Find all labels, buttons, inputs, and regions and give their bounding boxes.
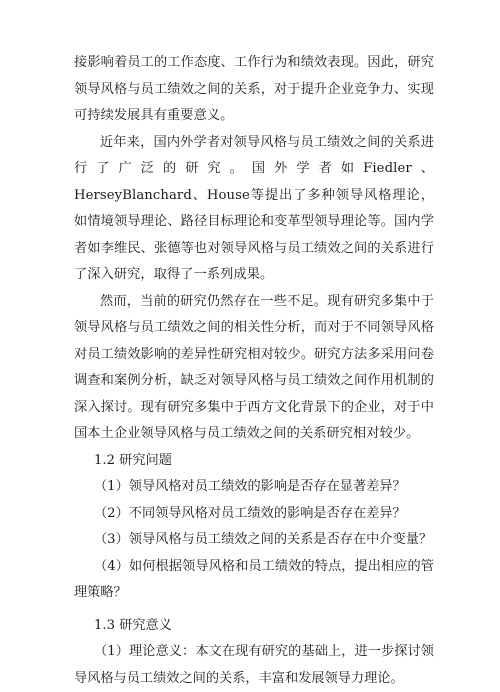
paragraph-research-gaps: 然而，当前的研究仍然存在一些不足。现有研究多集中于领导风格与员工绩效之间的相关性分析，而对于不同领导风格对员工绩效影响的差异性研究相对较少。研究方法多采用问卷调查和案例分析，缺乏对领导风格与员工绩效之间作用机制的深入探讨。现有研究多集中于西方文化背景下的企业，对于中国本土企业领导风格与员工绩效之间的关系研究相对较少。 [74, 293, 434, 441]
section-heading-research-questions: 1.2 研究问题 [94, 452, 172, 468]
research-question-3: （3）领导风格与员工绩效之间的关系是否存在中介变量？ [94, 532, 433, 547]
document-body [74, 50, 434, 692]
research-question-2: （2）不同领导风格对员工绩效的影响是否存在差异？ [94, 505, 406, 521]
research-question-4: （4）如何根据领导风格和员工绩效的特点，提出相应的管理策略？ [74, 558, 434, 600]
section-heading-research-significance: 1.3 研究意义 [94, 617, 172, 633]
paragraph-intro-continuation: 接影响着员工的工作态度、工作行为和绩效表现。因此，研究领导风格与员工绩效之间的关系，对于提升企业竞争力、实现可持续发展具有重要意义。 [74, 55, 434, 123]
research-question-1: （1）领导风格对员工绩效的影响是否存在显著差异？ [94, 479, 406, 494]
paragraph-literature-review: 近年来，国内外学者对领导风格与员工绩效之间的关系进行了广泛的研究。国外学者如Fiedler、HerseyBlanchard、House等提出了多种领导风格理论，如情境领导理论、路径目标理论和变革型领导理论等。国内学者如李维民、张德等也对领导风格与员工绩效之间的关系进行了深入研究，取得了一系列成果。 [74, 134, 434, 282]
significance-item-theory: （1）理论意义：本文在现有研究的基础上，进一步探讨领导风格与员工绩效之间的关系，丰富和发展领导力理论。 [74, 644, 434, 686]
